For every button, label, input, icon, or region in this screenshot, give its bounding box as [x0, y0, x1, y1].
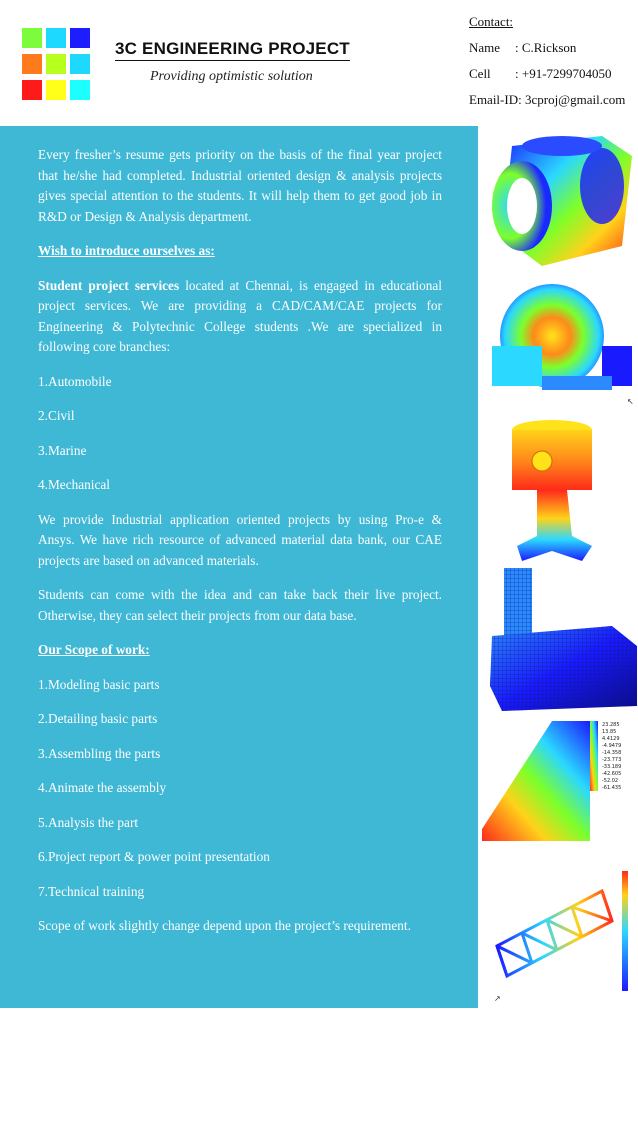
logo-square — [46, 54, 66, 74]
svg-text:-23.773: -23.773 — [602, 757, 622, 763]
company-tagline: Providing optimistic solution — [150, 69, 313, 84]
svg-text:-14.358: -14.358 — [602, 750, 622, 756]
dam-fea-image — [482, 711, 638, 851]
branch-item: 1.Automobile — [38, 373, 112, 389]
services-bold: Student project services — [38, 277, 180, 293]
logo-square — [70, 28, 90, 48]
svg-text:13.85: 13.85 — [602, 729, 617, 735]
scope-item: 1.Modeling basic parts — [38, 676, 160, 692]
branch-item: 3.Marine — [38, 442, 87, 458]
students-paragraph: Students can come with the idea and can take back their live project. Otherwise, they can select their projects from our data base. — [38, 587, 442, 623]
contact-block — [469, 9, 625, 113]
svg-text:23.285: 23.285 — [602, 722, 620, 728]
cell-label: Cell — [469, 66, 491, 81]
svg-text:↗: ↗ — [494, 994, 501, 1003]
truss-fea-image — [482, 851, 638, 1008]
content-text — [38, 145, 442, 951]
intro-heading: Wish to introduce ourselves as: — [38, 243, 215, 258]
scope-item: 6.Project report & power point presentation — [38, 849, 270, 864]
company-name: 3C ENGINEERING PROJECT — [115, 39, 350, 58]
contact-heading: Contact: — [469, 14, 514, 29]
company-logo — [22, 28, 92, 100]
simulation-images — [482, 126, 638, 1008]
industrial-paragraph: We provide Industrial application oriented projects by using Pro-e & Ansys. We have rich resource of advanced material data bank, our CAE projects are based on advanced materials. — [38, 511, 442, 568]
svg-text:-42.605: -42.605 — [602, 771, 622, 777]
svg-text:-61.435: -61.435 — [602, 785, 622, 791]
services-paragraph — [38, 276, 442, 358]
structure-fea-image — [482, 566, 638, 711]
svg-text:-33.189: -33.189 — [602, 764, 622, 770]
piston-fea-image — [482, 416, 638, 566]
intro-paragraph: Every fresher’s resume gets priority on the basis of the final year project that he/she had completed. Industrial oriented design & analysis projects gives special attention to the students. It will help them to get good job in R&D or Design & Analysis department. — [38, 147, 442, 224]
name-label: Name — [469, 40, 501, 55]
svg-text:4.4129: 4.4129 — [602, 736, 620, 742]
cell-value[interactable]: : +91-7299704050 — [515, 66, 612, 81]
email-value[interactable]: 3cproj@gmail.com — [524, 92, 626, 107]
scope-item: 4.Animate the assembly — [38, 780, 167, 795]
branch-item: 2.Civil — [38, 408, 75, 423]
logo-square — [22, 54, 42, 74]
svg-text:-52.02: -52.02 — [602, 778, 619, 784]
scope-heading: Our Scope of work: — [38, 642, 150, 657]
scope-item: 5.Analysis the part — [38, 814, 139, 830]
contact-name-row — [469, 35, 625, 61]
logo-square — [46, 28, 66, 48]
logo-square — [70, 80, 90, 100]
closing-paragraph: Scope of work slightly change depend upon the project’s requirement. — [38, 918, 411, 933]
name-value: : C.Rickson — [515, 40, 577, 55]
pump-fea-image — [482, 276, 638, 416]
logo-square — [70, 54, 90, 74]
svg-text:-4.9479: -4.9479 — [602, 743, 622, 749]
branch-item: 4.Mechanical — [38, 477, 110, 492]
logo-square — [22, 28, 42, 48]
contact-email-row — [469, 87, 625, 113]
services-text: located at Chennai, is engaged in educational project services. We are providing a CAD/CAM/CAE projects for Engineering & Polytechnic College students .We are specialized in following core branches: — [38, 277, 443, 354]
contact-cell-row — [469, 61, 625, 87]
scope-item: 3.Assembling the parts — [38, 745, 161, 761]
scope-item: 7.Technical training — [38, 883, 145, 899]
pipe-fea-image — [482, 126, 638, 276]
logo-square — [22, 80, 42, 100]
email-label: Email-ID: — [469, 92, 522, 107]
svg-text:↖: ↖ — [627, 397, 634, 406]
scope-item: 2.Detailing basic parts — [38, 711, 158, 726]
logo-square — [46, 80, 66, 100]
